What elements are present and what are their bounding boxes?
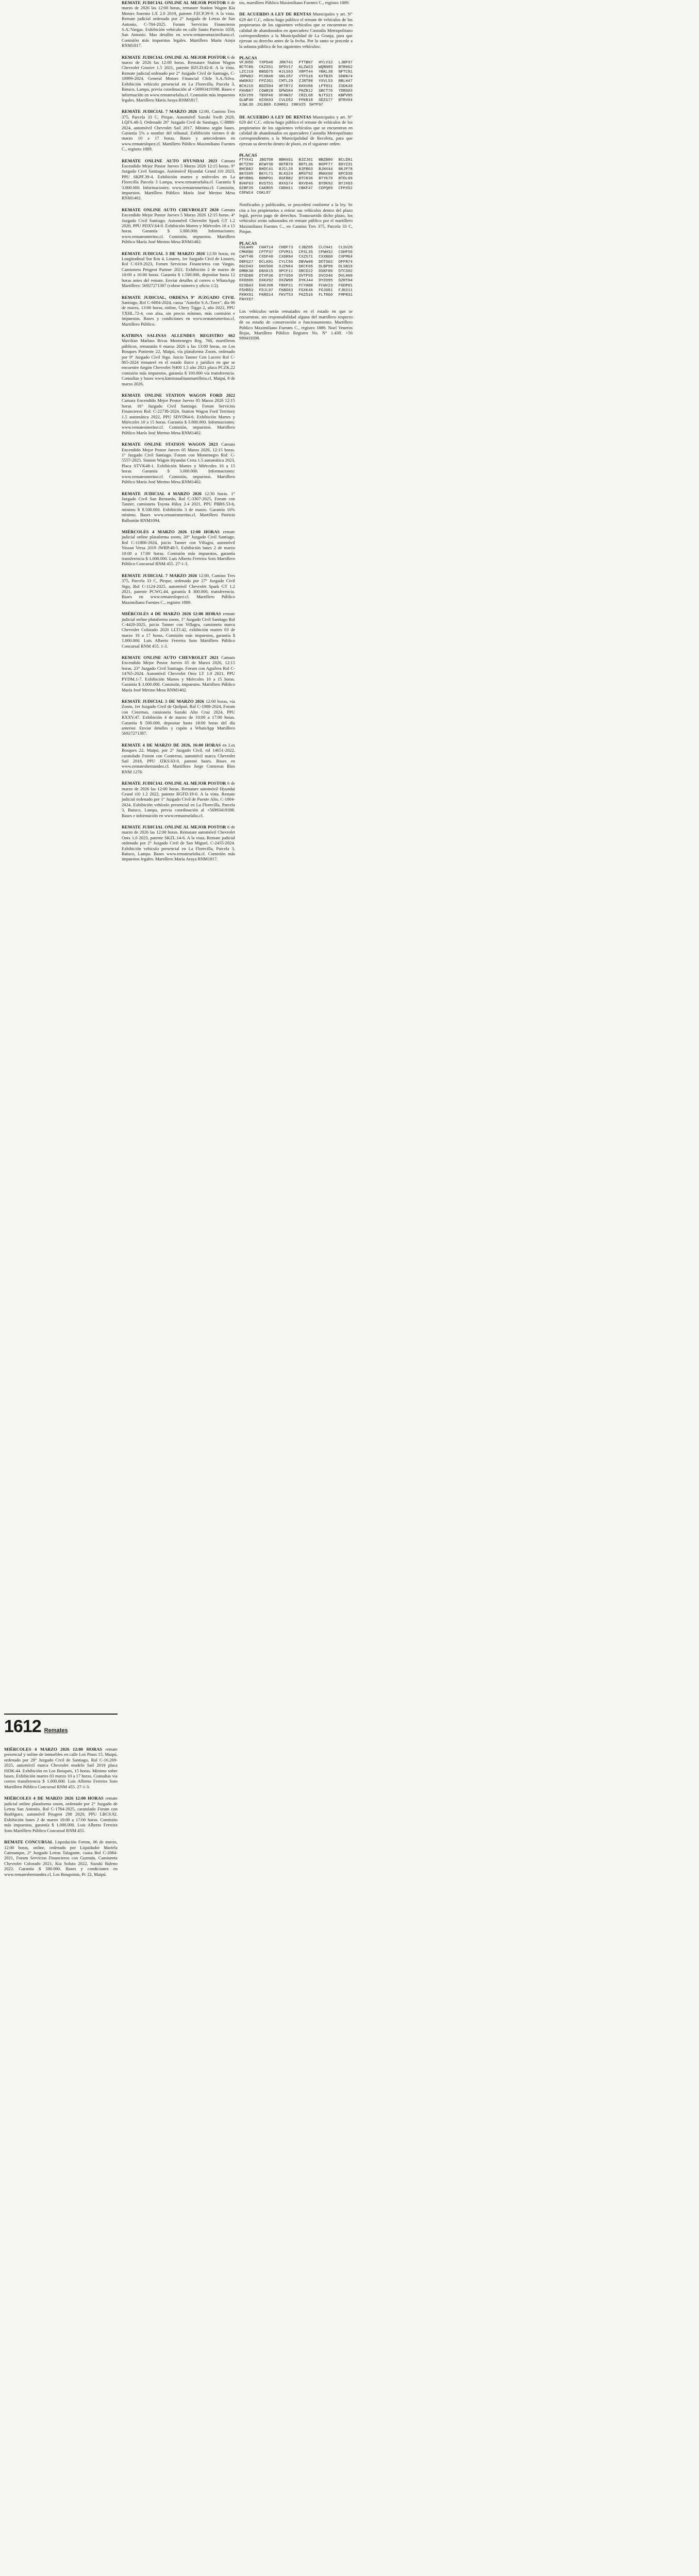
notice-body: remate judicial online plataforma zoom, 1° Juzgado Civil Santiago Rol C-4420-2025, juicio Tanner con Villagra, camioneta marca Chevrolet Colorado 2020 LLTJ.42, exhibición martes 03 de marzo 10 a 17 horas. Comisión más impuestos, garantía $ 1.000.000. Luis Alberto Ferreira Soto Martillero Público Concursal RNM 455. 1-3. — [122, 611, 235, 649]
notice-heading: REMATE JUDICIAL, ORDENA 9° JUZGADO CIVIL — [122, 294, 235, 300]
notice-body: 6 de marzo de 2026 las 12:00 horas. Rematare automóvil Hyundai Grand i10 1.2 2022, patente RGFD.19-0. A la vista. Remate judicial ordenado por 1° Juzgado Civil de Puente Alto, C-1004-2024. Exhibición vehículo presencial en La Florecilla, Parcela 3, Batuco, Lampa, previa coordinación al +56993419398. Bases e información en www.remateselalta.cl. — [122, 781, 235, 818]
column-right — [239, 0, 353, 347]
plate-list: CGLW49 CHAT14 CHDF73 CJBZ05 CLCH41 CLSV26 CMKR80 CPTP37 CPVM11 CPXL35 CPWH32 CSHF56 CWYT48 CXDF40 CXGR94 CXZS71 CXXB60 CXPM64 DBFG27 DCLK91 CYLC56 DBVW40 DDTS02 DFFR74 DGCD43 DHXS06 DJZN64 DKCF05 DLBP99 DLSN19 DMRK38 DNXK15 DPCF11 DRCD22 DSKF86 DTCS02 DTGD88 DTXF36 DTYS50 DVTF55 DVCD46 DVLH60 DXD806 DXKX92 DXZW98 DYKJ44 DYZ095 DZRT64 DZXB43 EH6J08 FBXP21 FCYH88 FCWV23 FGDP01 FGVB53 FDJL97 FKBG63 FGXK46 FGJ081 FJKX11 FKHX91 FKRG14 FKVT53 FKZ516 FLTR66 FMPR31 FNYX57 — [239, 246, 353, 302]
notice-heading: PLACAS — [239, 152, 257, 158]
notice-body: 6 de marzo de 2026 las 12:00 horas. Rematare Station Wagon Chevrolet Groove 1.5 2021, patente RZGD.82-8. A la vista. Remate judicial ordenado por 2° Juzgado Civil de Santiago, C-10999-2024. General Motors Financial Chile S.A./Silva. Exhibición vehículo presencial en La Florecilla, Parcela 3, Batuco, Lampa, previa coordinación al +56993419398. Bases e información en www.remateselalta.cl. Comisión más impuestos legales. Martillero María Araya RNM1817. — [122, 54, 235, 103]
classified-notice — [122, 55, 235, 103]
notice-body: Municipales y art. N° 629 del C.C. edicto hago público el remate de vehículos de los propietarios de los siguientes vehículos que se encuentran en calidad de abandonados en aparcadero Custodia Metropolitano correspondientes a la Municipalidad de Recoleta, para que ejerzan su derecho dentro de plazo, en el siguiente orden: — [239, 114, 353, 146]
notice-body: Camara Encendido Mejor Postor Jueves 05 Marzo 2026 12:15 horas. 16° Juzgado Civil Santiago. Forum Servicios Financieros Rol: C-22738-2024. Station Wagon Ford Territory 1.5 automática 2022, PPU SDVD64-6. Exhibición Martes y Miércoles 10 a 15 horas. Garantía $ 3.000.000. Informaciones: www.rematesmerino.cl. Comisión, impuestos. Martillero Público María José Merino Mesa RNM1402. — [122, 398, 235, 435]
notice-heading: REMATE ONLINE AUTO CHEVROLET 2020 — [122, 207, 219, 212]
notice-body: 12:30 horas. 1° Juzgado Civil San Bernardo, Rol C-3307-2025, Forum con Tanner, camioneta Toyota Hilux 2.4 2021, PPU PBBS.53-6, mínimo $ 8.500.000. Exhibición 3 de marzo. Garantía 10% mínimo. Bases www.rematesmerino.cl. Martillero Patricio Balbontin RNM1094. — [122, 490, 235, 523]
classified-notice — [122, 573, 235, 605]
section-name: Remates — [44, 1727, 68, 1734]
notice-heading: MIÉRCOLES 4 DE MARZO 2026 12:00 HORAS — [122, 611, 221, 617]
notice-heading: REMATE JUDICIAL ONLINE AL MEJOR POSTOR — [122, 824, 226, 830]
classified-notice — [122, 295, 235, 327]
classified-notice — [239, 0, 353, 5]
classified-notice — [122, 0, 235, 48]
plate-list: FTYX41 JBGT08 BBHX61 BJZJ81 BBZB86 BCLD81 BCTZ96 BCWY30 BDTB70 BDTL36 BGPF77 BGYZ31 BHCB82 BHDC41 BJCL26 BJFB03 BJHX44 BKJP78 BKYS05 BKYL71 BLKS24 BMST92 BNHX60 BPCD39 BPYB86 BRNP01 BSFB82 BTCR36 BTYK79 BTDL89 BVKF03 BVST51 BXXS74 BXVD46 BYDK92 BYJX83 DZBF26 CAKR65 CBDH11 CBKF47 CDPQ89 CFPX52 CGFW14 CGKL07 — [239, 158, 353, 195]
classified-notice — [122, 781, 235, 818]
column-left — [4, 1747, 118, 1883]
blank-area — [361, 0, 699, 2576]
notice-heading: DE ACUERDO A LEY DE RENTAS — [239, 114, 311, 120]
notice-body: remate judicial online plataforma zoom, ordenado por 2° Juzgado de Letras San Antonio, Rol C-1784-2025, caratulado Forum con Rodríguez, automóvil Peugeot 208 2020, PPU LBCS.92. Exhibición lunes 2 de marzo 10:00 a 17:00 horas. Comisión más impuestos, garantía $ 1.000.000. Luis Alberto Ferreira Soto Martillero Público Concursal RNM 455. — [4, 1795, 118, 1833]
classified-notice — [122, 207, 235, 245]
notice-body: Liquidación Forum, 06 de marzo, 12:00 horas, online, ordenado por Liquidador Mariela Caimanque, 2° Juzgado Letras Talagante, causa Rol C-2084-2021, Forum Servicios Financieros con Guzmán. Camioneta Chevrolet Colorado 2021, Kia Soluto 2022, Suzuki Baleno 2022. Garantía $ 500.000. Bases y condiciones en www.remateshernandez.cl, Los Bosquinos, Pc 22, Maipú. — [4, 1839, 118, 1877]
section-header — [4, 1714, 118, 1737]
notice-heading: MIÉRCOLES 4 MARZO 2026 12:00 HORAS — [122, 529, 220, 534]
notice-heading: DE ACUERDO A LEY DE RENTAS — [239, 11, 311, 17]
notice-heading: REMATE 4 DE MARZO DE 2026, 16:00 HORAS — [122, 742, 221, 748]
notice-body: Santiago, Rol C-6884-2024, causa "Autofin S.A./Torre", día 06 de marzo, 13:00 horas, online, Chery Tiggo 2, año 2022, PPU TXHL.72-4, con alza, sin precio mínimo, más comisión e impuestos. Bases y condiciones en www.rematesmerino.cl, Martillero Público. — [122, 299, 235, 327]
notice-body: Camara Encendido Mejor Postor Jueves 5 Marzo 2026 12:15 horas. 9° Juzgado Civil Santiago. Automóvil Hyundai Grand i10 2023, PPU SKPF.39-4. Exhibición martes y miércoles en La Florecilla Parcela 3 Lampa, www.remateselalta.cl. Garantía $ 3.000.000. Informaciones: www.rematesmerino.cl. Comisión, impuestos. Martillero Público María José Merino Mesa RNM1402. — [122, 158, 235, 201]
notice-body: Los vehículos serán rematados en el estado en que se encuentran, sin responsabilidad alguna del martillero respecto de su estado de conservación o funcionamiento. Martillero Público Maximiliano Fuentes C., registro 1889. Noel Veneros Rojas, Martillero Público Registro No. N° 1.438. +56 999419398. — [239, 309, 353, 341]
notice-heading: REMATE ONLINE STATION WAGON FORD 2022 — [122, 393, 235, 398]
classified-notice — [4, 1839, 118, 1877]
notice-heading: REMATE ONLINE AUTO HYUNDAI 2023 — [122, 158, 218, 163]
notice-heading: PLACAS — [239, 240, 257, 246]
notice-body: tos, martillero Público Maximiliano Fuentes C., registro 1889. — [239, 0, 350, 5]
notice-heading: REMATE JUDICIAL 4 MARZO 2026 — [122, 490, 202, 496]
notice-body: 12:00, Camino Tres 375, Parcela 33 C, Pirque, Automóvil Suzuki Swift 2020, LQFS.48-3, Ordenado 26° Juzgado Civil de Santiago, C-8888-2024, automóvil Chevrolet Sail 2017. Mínimo según bases. Garantía 5% a nombre del tribunal. Exhibición viernes 6 de marzo 10 a 17 horas. Bases y antecedentes en www.remateslopez.cl. Martillero Público Maximiliano Fuentes C., registro 1889. — [122, 109, 236, 152]
classified-notice — [239, 55, 353, 108]
classified-notice — [239, 241, 353, 303]
plate-list: VFJH50 YXPD46 JRKT41 PTTB87 HYLV32 LJBF97 BCTC86 CKZS51 DPDV17 KLZW23 WQRN85 BTRH62 LZCJ19 BBGD75 HJLS63 XRPT44 YBKL38 NFTC81 JDPW92 PCXR40 GRLS57 VTFS16 KXTB35 SDRN74 HWGK02 FPZJ61 CMTL29 ZJRT88 YXVL53 RBLH47 BCHJ15 BDZG94 HFTR72 KHXV06 LPTR31 ZXDK49 FHVB67 CGWR28 GPWS84 PHZR12 SBCT76 YDRG03 KSVJ59 TBXP46 DFHW37 CRZL68 NJTS21 KBPV85 GLWF40 HZXK93 CVLD52 FPKR18 GDZS77 BTRV04 XJWL36 JXLB69 DJHR61 CRKV25 SHTF97 — [239, 60, 353, 108]
notice-heading: REMATE JUDICIAL 3 DE MARZO 2026 — [122, 250, 205, 256]
notice-heading: REMATE CONCURSAL — [4, 1839, 54, 1845]
notice-heading: REMATE JUDICIAL ONLINE AL MEJOR POSTOR — [122, 54, 226, 60]
classified-notice — [4, 1747, 118, 1789]
classified-notice — [122, 442, 235, 484]
classified-notice — [239, 202, 353, 234]
notice-heading: REMATE JUDICIAL 7 MARZO 2026 — [122, 572, 197, 578]
notice-body: 12:00 horas, vía Zoom, 1er Juzgado Civil de Quilpué, Rol C-1988-2024, Forum con Cisternas, camioneta Suzuki Alto Cruz 2024, PPU RXXV.47. Exhibición 4 de marzo de 10:00 a 17:00 horas. Garantía $ 500.000, depositar hasta 18:00 horas del día anterior. Enviar detalles y cupón a WhatsApp Martillero 56927271387. — [122, 698, 235, 736]
notice-body: Camara Encendido Mejor Postor Jueves 05 de Marzo 2026, 12:15 horas. 23° Juzgado Civil Santiago. Forum con Aguilera Rol C-14765-2024. Automóvil Chevrolet Onix LT 1.0 2021, PPU PYDM.1-7. Exhibición Martes y Miércoles 10 a 15 horas. Garantía $ 3.000.000. Comisión, impuestos. Martillero Público María José Merino Mesa RNM1402. — [122, 655, 235, 692]
classified-notice — [122, 109, 235, 151]
notice-heading: MIÉRCOLES 4 DE MARZO 2026 12:00 HORAS — [4, 1795, 104, 1801]
classified-notice — [239, 309, 353, 341]
classified-notice — [122, 251, 235, 289]
notice-heading: REMATE ONLINE STATION WAGON 2023 — [122, 442, 218, 447]
classified-notice — [122, 699, 235, 736]
notice-body: 12:30 horas, en Longitudinal Sur Km 4, Linares, 1er Juzgado Civil de Linares, Rol C-619-2023, Forum Servicios Financieros con Vargas. Camioneta Peugeot Partner 2021. Exhibición 2 de marzo de 10:00 a 16:00 horas. Garantía $ 1.500.000, depositar hasta 12 horas antes del remate. Enviar detalles al correo o WhatsApp Martillero: 56927271387 (cobrar número y oficio 1/2). — [122, 250, 235, 289]
classified-notice — [122, 742, 235, 774]
notice-heading: REMATE ONLINE AUTO CHEVROLET 2021 — [122, 655, 219, 660]
notice-heading: REMATE JUDICIAL 5 DE MARZO 2026 — [122, 698, 204, 704]
classified-notice — [239, 152, 353, 196]
notice-heading: PLACAS — [239, 55, 257, 61]
classified-notice — [122, 393, 235, 435]
notice-body: Camara Encendido Mejor Postor Jueves 05 Marzo 2026, 12:15 horas. 1° Juzgado Civil Santiago. Forum con Montenegro Rol: C-5557-2025. Station Wagon Hyundai Creta 1.5 automática 2023, Placa STVK48-1. Exhibición Martes y Miércoles 10 a 15 horas. Garantía $ 3.000.000. Informaciones: www.rematesmerino.cl. Comisión, impuestos. Martillero Público María José Merino Mesa RNM1402. — [122, 442, 235, 485]
notice-body: Municipales y art. N° 629 del C.C. edicto hago público el remate de vehículos de los propietarios de los siguientes vehículos que se encuentran en calidad de abandonados en aparcadero Custodia Metropolitano correspondientes a la Municipalidad de La Granja, para que ejerzan su derecho antes de la fecha. Por lo tanto se procede a la subasta pública de los siguientes vehículos: — [239, 11, 353, 49]
notice-heading: REMATE JUDICIAL ONLINE AL MEJOR POSTOR — [122, 0, 226, 5]
notice-heading: MIÉRCOLES 4 MARZO 2026 12:00 HORAS — [4, 1747, 103, 1752]
notice-heading: REMATE JUDICIAL 7 MARZO 2026 — [122, 109, 197, 114]
notice-body: 6 de marzo de 2026 las 12:00 horas. Rematare automóvil Chevrolet Onix 1.0 2023, patente SKZL.14-6. A la vista. Remate judicial ordenado por 2° Juzgado Civil de San Miguel, C-2455-2024. Exhibición vehículo presencial en La Florecilla, Parcela 3, Batuco, Lampa. Bases www.remateselalta.cl. Comisión más impuestos legales. Martillero María Araya RNM1817. — [122, 824, 235, 862]
section-code: 1612 — [4, 1717, 41, 1736]
notice-body: Camara Encendido Mejor Postor Jueves 5 Marzo 2026 12:15 horas. 4° Juzgado Civil Santiago. Automóvil Chevrolet Spark GT 1.2 2020, PPU PDXV.64-0. Exhibición Martes y Miércoles 10 a 15 horas. Garantía $ 3.000.000. Informaciones: www.rematesmerino.cl. Comisión, impuestos. Martillero Público María José Merino Mesa RNM1402. — [122, 207, 235, 245]
notice-heading: KATRINA SALINAS ALLENDES REGISTRO 662 — [122, 332, 235, 338]
notice-body: Mavilian Matlaso Rivas Montenegro Reg. 766, martilleros públicos, rematarán 6 marzo 2026 a las 13:00 horas, en Los Bosques Poniente 22, Maipú, vía plataforma Zoom, ordenado por 9° Juzgado Civil Stgo. Juicio Tanner Con Lucero Rol C-865-2024 remateré en el estado físico y jurídico en que se encuentre furgón Chevrolet N400 1.5 año 2021 placa PCZK.22 comisión más impuestos, garantía $ 100.000 vía transferencia. Consultas y bases www.katrinasalinasmartillera.cl. Maipú, 8 de marzo 2026. — [122, 338, 235, 386]
notice-body: remate presencial y online de inmuebles en calle Los Pinos 15, Maipú, ordenado por 29° Juzgado Civil de Santiago, Rol C-16.269-2025, automóvil marca Chevrolet modelo Sail 2019 placa ISDK.44. Exhibición en Los Bosques, 15 horas. Mínimo sobre bases. Exhibición martes 03 marzo 10 a 17 horas. Consultas vía correo transferencia $ 1.000.000. Luis Alberto Ferreira Soto Martillero Público Concursal RNM 455. 27-1-3. — [4, 1747, 118, 1789]
classified-notice — [239, 114, 353, 146]
notice-body: Notificados y publicados, se procederá conforme a la ley. Se cita a los propietarios a retirar sus vehículos dentro del plazo legal, previo pago de derechos. Transcurrido dicho plazo, los vehículos serán subastados en remate público por el martillero Maximiliano Fuentes C., en Camino Tres 375, Parcela 33 C, Pirque. — [239, 202, 353, 234]
classified-notice — [122, 611, 235, 649]
classified-notice — [4, 1795, 118, 1833]
classified-notice — [122, 529, 235, 567]
notice-body: 12:00, Camino Tres 375, Parcela 33 C, Pirque, ordenado por 27° Juzgado Civil Stgo, Rol C-1124-2025, automóvil Chevrolet Spark GT 1.2 2021, patente PCWG.44, garantía $ 300.000, transferencia. Bases en www.remateslopez.cl. Martillero Público Maximiliano Fuentes C., registro 1889. — [122, 572, 236, 605]
classified-notice — [122, 824, 235, 862]
classified-notice — [122, 655, 235, 692]
notice-heading: REMATE JUDICIAL ONLINE AL MEJOR POSTOR — [122, 781, 226, 786]
classified-notice — [122, 333, 235, 386]
notice-body: remate judicial online plataforma zoom, 20° Juzgado Civil Santiago, Rol C-11808-2024, juicio Tanner con Villagra, automóvil Nissan Versa 2019 JWRP.48-5. Exhibición lunes 2 de marzo 10:00 a 17:00 horas. Comisión más impuestos, garantía transferencia $ 1.000.000. Luis Alberto Ferreira Soto Martillero Público Concursal RNM 455. 27-1-3. — [122, 529, 235, 567]
notice-body: 6 de marzo de 2026 las 12:00 horas, rematare Station Wagon Kia Motors Sorento LX 2.0 2019, patente FZCP.39-9. A la vista. Remate judicial ordenado por 2° Juzgado de Letras de San Antonio, C-784-2025. Forum Servicios Financieros S.A./Vargas. Exhibición vehículo en calle Santo Patricio 1058, San Antonio. Mas detalles en www.rematesmaximiliano.cl. Comisión más impuestos legales. Martillero María Araya RNM1817. — [122, 0, 235, 48]
notice-body: en Los Bosques 22, Maipú, por 2° Juzgado Civil, rol 14651-2022, caratulado Forum con Contreras, automóvil marca Chevrolet Sail 2018, PPU JZKS.63-0, patente bases. Bases en www.remateshernandez.cl. Martillero Jorge Contreras Ríos RNM 1278. — [122, 742, 235, 774]
classified-notice — [122, 491, 235, 523]
classified-notice — [239, 11, 353, 49]
column-center — [122, 0, 235, 868]
classified-notice — [122, 158, 235, 201]
